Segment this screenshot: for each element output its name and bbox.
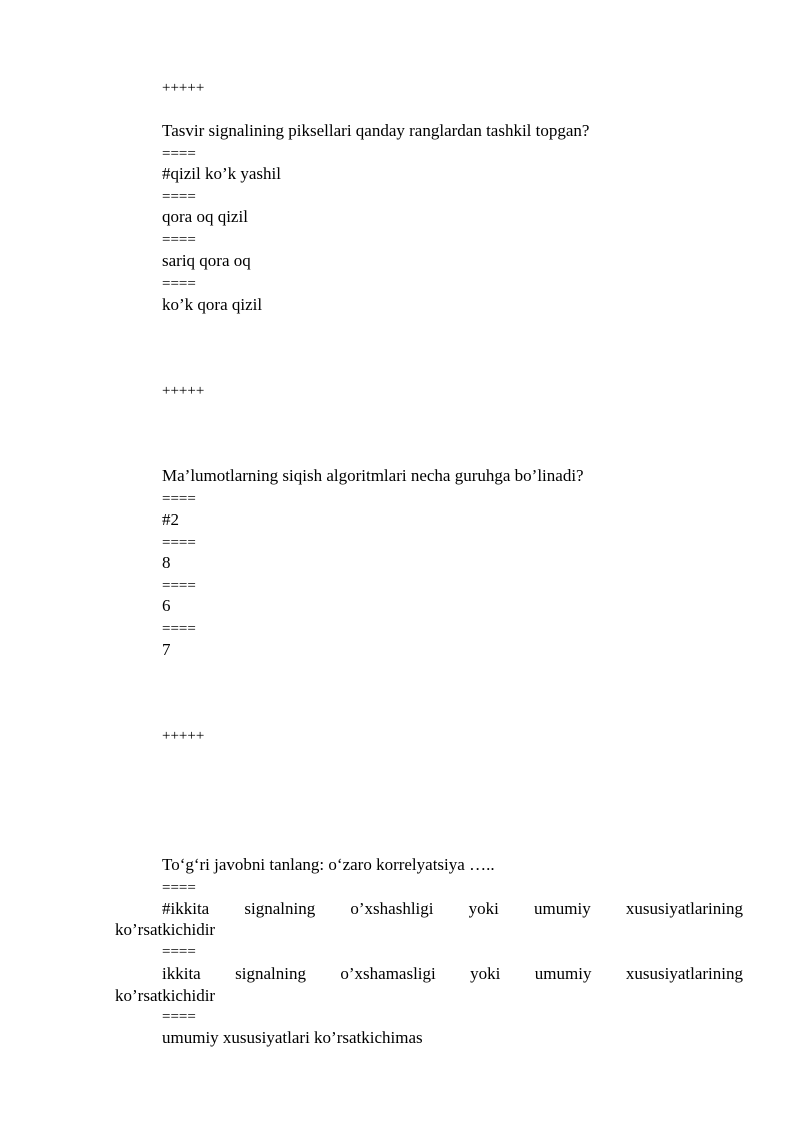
question-text: Tasvir signalining piksellari qanday ranglardan tashkil topgan? bbox=[162, 121, 590, 140]
option-text: sariq qora oq bbox=[162, 251, 251, 270]
option-text-continuation: ko’rsatkichidir bbox=[115, 920, 216, 939]
option-text: #qizil ko’k yashil bbox=[162, 164, 281, 183]
question-text: To‘g‘ri javobni tanlang: o‘zaro korrelyatsiya ….. bbox=[162, 855, 495, 874]
option-text: ikkita signalning o’xshamasligi yoki umumiy xususiyatlarining bbox=[162, 964, 743, 983]
separator: ==== bbox=[162, 276, 196, 292]
separator: ==== bbox=[162, 578, 196, 594]
separator: ==== bbox=[162, 1009, 196, 1025]
option-text: umumiy xususiyatlari ko’rsatkichimas bbox=[162, 1028, 423, 1047]
option-text-continuation: ko’rsatkichidir bbox=[115, 986, 216, 1005]
block-marker: +++++ bbox=[162, 383, 205, 399]
separator: ==== bbox=[162, 944, 196, 960]
separator: ==== bbox=[162, 535, 196, 551]
option-text: 7 bbox=[162, 640, 171, 659]
separator: ==== bbox=[162, 232, 196, 248]
option-text: qora oq qizil bbox=[162, 207, 248, 226]
separator: ==== bbox=[162, 621, 196, 637]
block-marker: +++++ bbox=[162, 728, 205, 744]
question-text: Ma’lumotlarning siqish algoritmlari necha guruhga bo’linadi? bbox=[162, 466, 584, 485]
option-text: 6 bbox=[162, 596, 171, 615]
option-text: #ikkita signalning o’xshashligi yoki umumiy xususiyatlarining bbox=[162, 899, 743, 918]
option-text: ko’k qora qizil bbox=[162, 295, 263, 314]
separator: ==== bbox=[162, 880, 196, 896]
separator: ==== bbox=[162, 189, 196, 205]
separator: ==== bbox=[162, 146, 196, 162]
option-text: #2 bbox=[162, 510, 179, 529]
option-text: 8 bbox=[162, 553, 171, 572]
block-marker: +++++ bbox=[162, 80, 205, 96]
separator: ==== bbox=[162, 491, 196, 507]
